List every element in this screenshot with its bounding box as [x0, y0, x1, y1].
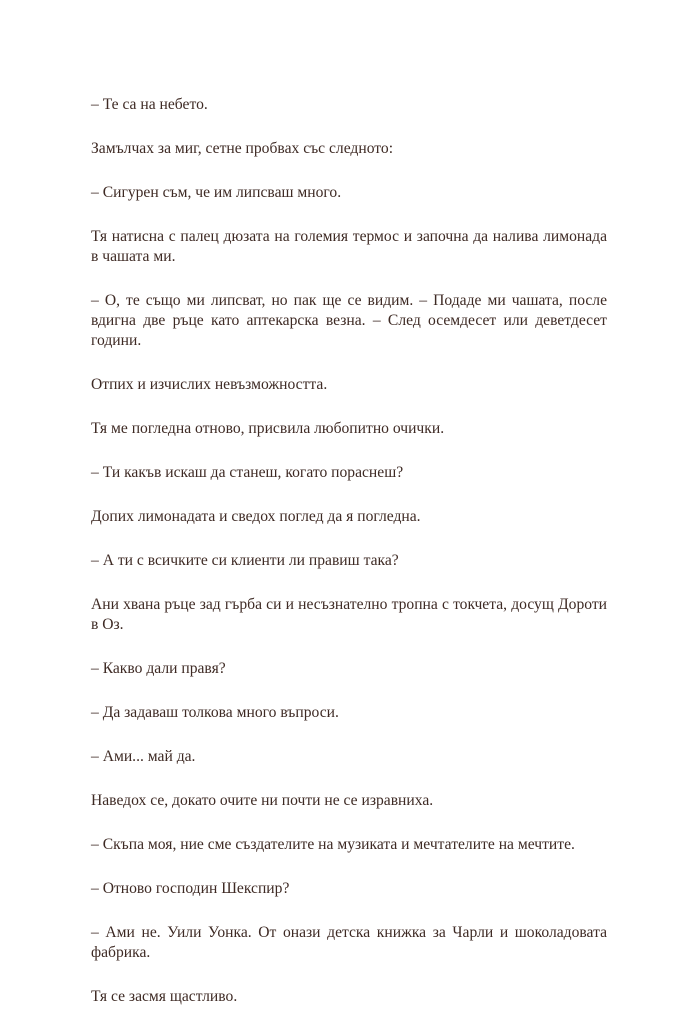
paragraph: Замълчах за миг, сетне пробвах със следното: — [91, 140, 394, 157]
paragraph: Тя се засмя щастливо. — [91, 988, 238, 1005]
paragraph: – Скъпа моя, ние сме създателите на музиката и мечтателите на мечтите. — [91, 836, 575, 853]
paragraph: Допих лимонадата и сведох поглед да я погледна. — [91, 508, 421, 525]
paragraph: Тя натисна с палец дюзата на големия термос и започна да налива лимонада в чашата ми. — [91, 228, 607, 265]
paragraph: – А ти с всичките си клиенти ли правиш така? — [91, 552, 399, 569]
paragraph: – Да задаваш толкова много въпроси. — [91, 704, 339, 721]
paragraph: Ани хвана ръце зад гърба си и несъзнателно тропна с токчета, досущ Дороти в Оз. — [91, 596, 607, 633]
document-body — [91, 95, 607, 1031]
paragraph: – Ами... май да. — [91, 748, 196, 765]
paragraph: – Те са на небето. — [91, 96, 208, 113]
paragraph: – Ти какъв искаш да станеш, когато пораснеш? — [91, 464, 404, 481]
paragraph: Отпих и изчислих невъзможността. — [91, 376, 328, 393]
paragraph: – Какво дали правя? — [91, 660, 226, 677]
paragraph: – О, те също ми липсват, но пак ще се видим. – Подаде ми чашата, после вдигна две ръце като аптекарска везна. – След осемдесет или деветдесет години. — [91, 292, 607, 349]
paragraph: – Ами не. Уили Уонка. От онази детска книжка за Чарли и шоколадовата фабрика. — [91, 924, 607, 961]
paragraph: Тя ме погледна отново, присвила любопитно очички. — [91, 420, 445, 437]
paragraph: Наведох се, докато очите ни почти не се изравниха. — [91, 792, 434, 809]
paragraph: – Сигурен съм, че им липсваш много. — [91, 184, 342, 201]
paragraph: – Отново господин Шекспир? — [91, 880, 290, 897]
